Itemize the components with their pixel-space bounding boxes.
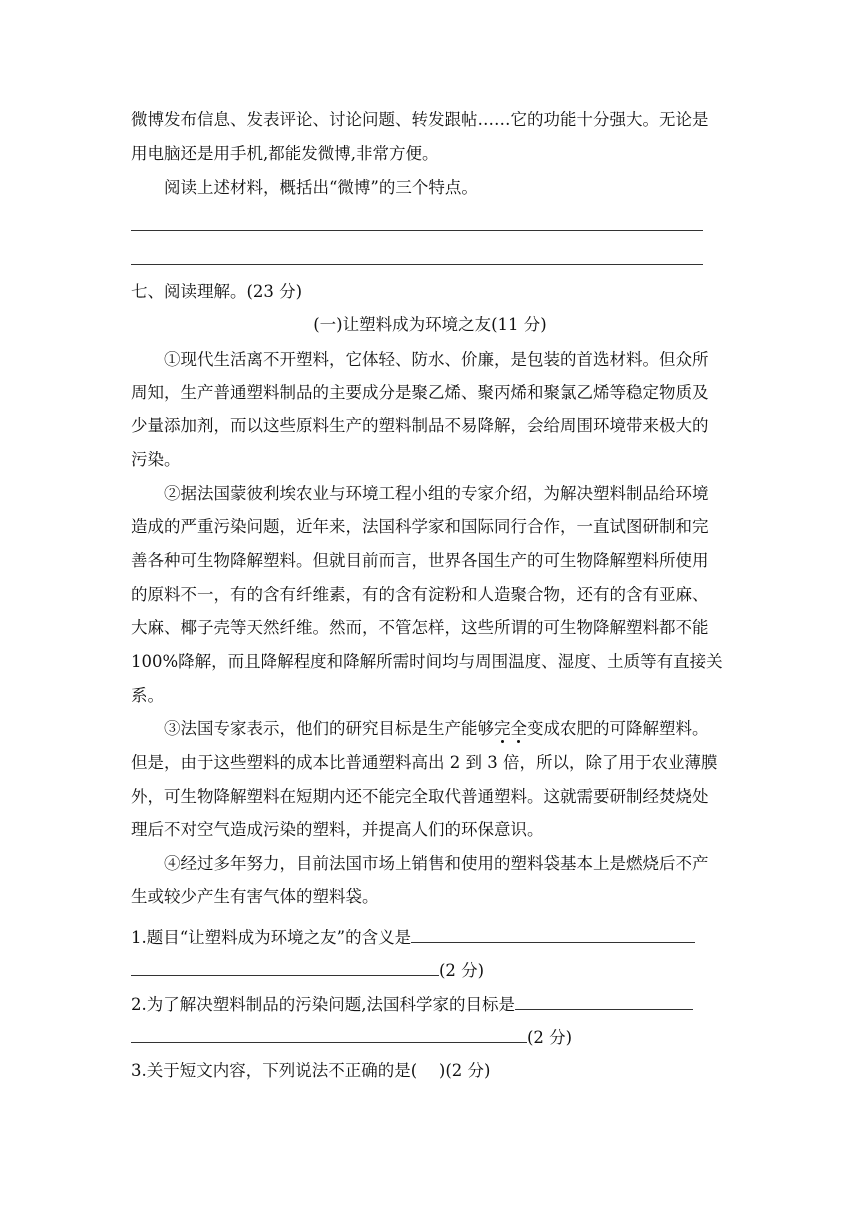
intro-line-2: 用电脑还是用手机,都能发微博,非常方便。 — [131, 144, 439, 163]
question-3: 3.关于短文内容，下列说法不正确的是( )(2 分) — [131, 1061, 491, 1080]
intro-line-1: 微博发布信息、发表评论、讨论问题、转发跟帖……它的功能十分强大。无论是 — [131, 110, 709, 129]
emphasis-dot-char: 全 — [510, 719, 527, 738]
para2-line: 造成的严重污染问题，近年来，法国科学家和国际同行合作，一直试图研制和完 — [131, 517, 709, 536]
question-1 — [131, 926, 695, 949]
para3-text-after: 变成农肥的可降解塑料。 — [527, 719, 709, 738]
answer-line-2[interactable] — [131, 264, 703, 265]
question-1-answer-blank-2[interactable] — [131, 959, 439, 976]
para3-line: 但是，由于这些塑料的成本比普通塑料高出 2 到 3 倍，所以，除了用于农业薄膜 — [131, 753, 718, 772]
intro-instruction: 阅读上述材料，概括出“微博”的三个特点。 — [164, 178, 478, 197]
para3-line: 外，可生物降解塑料在短期内还不能完全取代普通塑料。这就需要研制经焚烧处 — [131, 787, 709, 806]
question-2-answer-blank[interactable] — [515, 993, 693, 1010]
question-2-text: 2.为了解决塑料制品的污染问题,法国科学家的目标是 — [131, 995, 515, 1014]
para2-line: 大麻、椰子壳等天然纤维。然而，不管怎样，这些所谓的可生物降解塑料都不能 — [131, 618, 709, 637]
answer-line-1[interactable] — [131, 230, 703, 231]
para1-line: 周知，生产普通塑料制品的主要成分是聚乙烯、聚丙烯和聚氯乙烯等稳定物质及 — [131, 383, 709, 402]
emphasis-dot-char: 完 — [494, 719, 511, 738]
question-2-answer-blank-2[interactable] — [131, 1026, 527, 1043]
question-2-cont — [131, 1026, 572, 1049]
para1-line: 少量添加剂，而以这些原料生产的塑料制品不易降解，会给周围环境带来极大的 — [131, 416, 709, 435]
para1-line: 污染。 — [131, 450, 181, 469]
para2-line: 系。 — [131, 686, 164, 705]
para3-text-before: ③法国专家表示，他们的研究目标是生产能够 — [164, 719, 494, 738]
question-1-text: 1.题目“让塑料成为环境之友”的含义是 — [131, 928, 412, 947]
para4-line: 生或较少产生有害气体的塑料袋。 — [131, 887, 379, 906]
para2-line: ②据法国蒙彼利埃农业与环境工程小组的专家介绍，为解决塑料制品给环境 — [164, 484, 709, 503]
question-1-score: (2 分) — [439, 961, 485, 980]
section-heading: 七、阅读理解。(23 分) — [131, 282, 303, 301]
question-1-cont — [131, 959, 484, 982]
para3-line: 理后不对空气造成污染的塑料，并提高人们的环保意识。 — [131, 820, 544, 839]
para2-line: 善各种可生物降解塑料。但就目前而言，世界各国生产的可生物降解塑料所使用 — [131, 551, 709, 570]
question-1-answer-blank[interactable] — [411, 926, 695, 943]
para3-line-1 — [164, 718, 709, 740]
para2-line: 100%降解，而且降解程度和降解所需时间均与周围温度、湿度、土质等有直接关 — [131, 652, 723, 671]
question-2-score: (2 分) — [527, 1028, 573, 1047]
question-2 — [131, 993, 693, 1016]
para2-line: 的原料不一，有的含有纤维素，有的含有淀粉和人造聚合物，还有的含有亚麻、 — [131, 585, 709, 604]
article-title: (一)让塑料成为环境之友(11 分) — [313, 315, 547, 334]
para1-line: ①现代生活离不开塑料，它体轻、防水、价廉，是包装的首选材料。但众所 — [164, 350, 709, 369]
para4-line: ④经过多年努力，目前法国市场上销售和使用的塑料袋基本上是燃烧后不产 — [164, 854, 709, 873]
